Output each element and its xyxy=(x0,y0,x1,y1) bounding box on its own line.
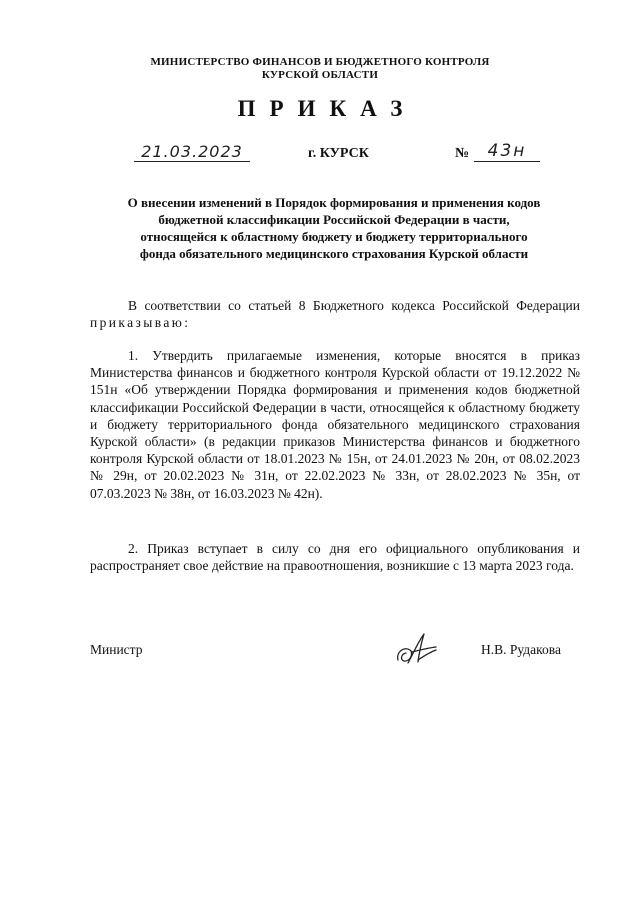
signer-title: Министр xyxy=(90,642,143,657)
signer-name: Н.В. Рудакова xyxy=(481,642,561,657)
order-number: 43н xyxy=(474,141,540,162)
order-item-2: 2. Приказ вступает в силу со дня его официального опубликования и распространяет свое действие на правоотношения, возникшие с 13 марта 2023 года. xyxy=(90,541,580,574)
subject-line: фонда обязательного медицинского страхования Курской области xyxy=(139,246,529,261)
document-type-title: ПРИКАЗ xyxy=(237,96,417,121)
order-item-1: 1. Утвердить прилагаемые изменения, которые вносятся в приказ Министерства финансов и бюджетного контроля Курской области от 19.12.2022 № 151н «Об утверждении Порядка формирования и применения кодов бюджетной классификации Российской Федерации в части, относящейся к областному бюджету и бюджету территориального фонда обязательного медицинского страхования Курской области» (в редакции приказов Министерства финансов и бюджетного контроля Курской области от 18.01.2023 № 15н, от 24.01.2023 № 20н, от 08.02.2023 № 29н, от 20.02.2023 № 31н, от 22.02.2023 № 33н, от 28.02.2023 № 35н, от 07.03.2023 № 38н, от 16.03.2023 № 42н). xyxy=(90,348,580,501)
order-subject xyxy=(86,194,582,262)
order-date: 21.03.2023 xyxy=(134,143,250,162)
ministry-name-line2: КУРСКОЙ ОБЛАСТИ xyxy=(261,69,379,81)
date-number-line xyxy=(0,143,640,167)
ministry-name-line1: МИНИСТЕРСТВО ФИНАНСОВ И БЮДЖЕТНОГО КОНТРОЛЯ xyxy=(150,56,490,68)
subject-line: бюджетной классификации Российской Федерации в части, xyxy=(158,212,510,227)
handwritten-signature-icon xyxy=(394,630,440,670)
order-city: г. КУРСК xyxy=(308,146,369,161)
subject-line: относящейся к областному бюджету и бюджету территориального xyxy=(140,229,528,244)
order-number-label: № xyxy=(455,146,470,161)
preamble-text: В соответствии со статьей 8 Бюджетного кодекса Российской Федерации xyxy=(128,298,580,313)
order-keyword: приказываю: xyxy=(90,315,191,331)
subject-line: О внесении изменений в Порядок формирования и применения кодов xyxy=(127,195,541,210)
ministry-header xyxy=(0,56,640,82)
preamble-paragraph xyxy=(90,297,580,331)
